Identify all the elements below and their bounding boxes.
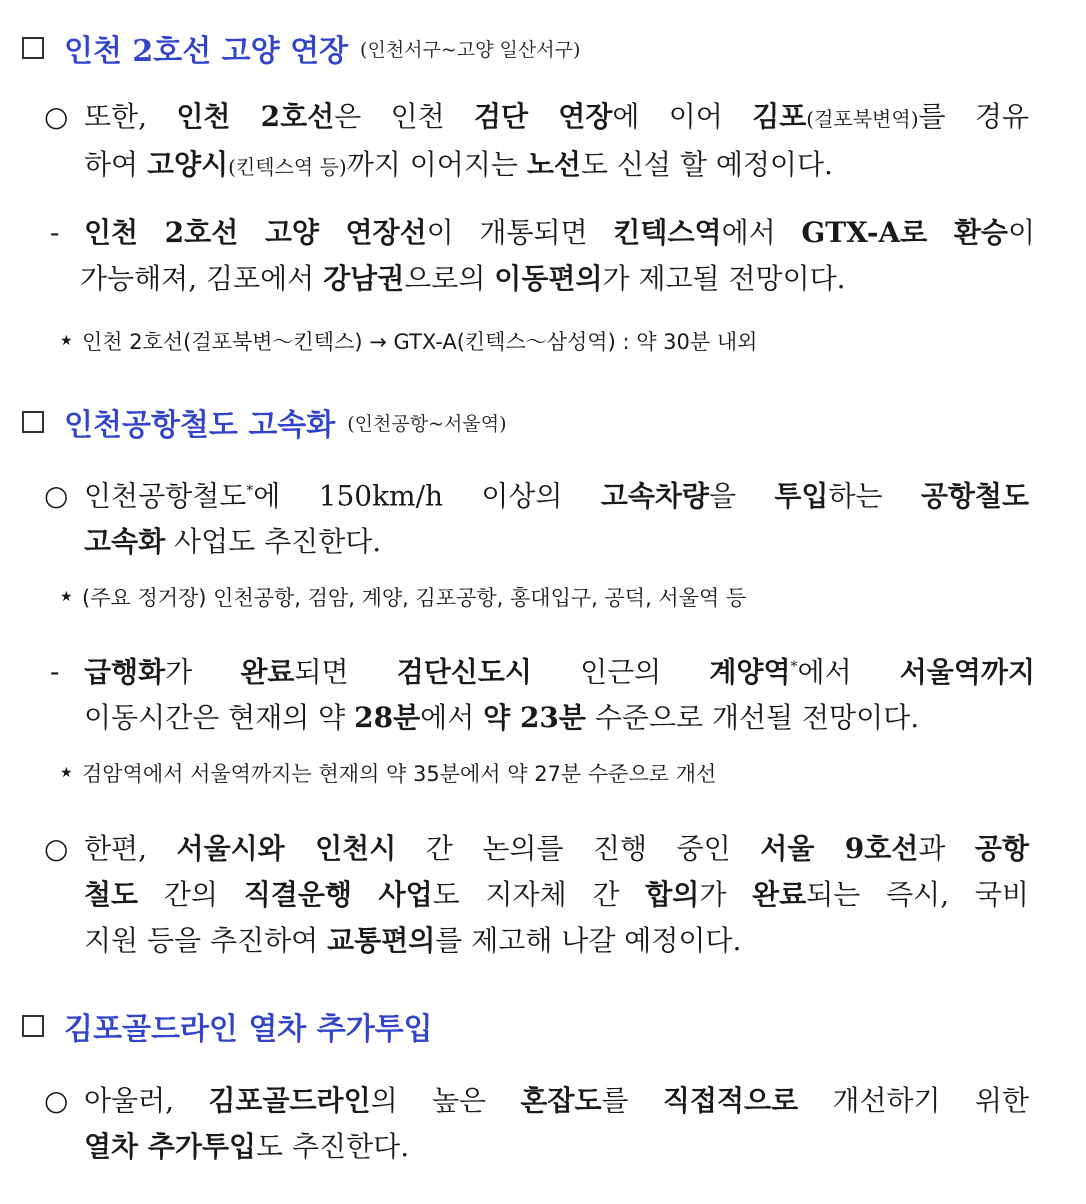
section-heading <box>22 1004 433 1048</box>
checkbox-square-icon <box>22 411 44 433</box>
section-title: 인천 2호선 고양 연장 <box>64 34 349 69</box>
circle-bullet-icon: ○ <box>44 479 69 513</box>
section-heading <box>22 400 507 444</box>
circle-bullet-icon: ○ <box>44 832 69 865</box>
checkbox-square-icon <box>22 37 44 59</box>
section-heading <box>22 26 580 70</box>
section-title: 인천공항철도 고속화 <box>64 408 336 443</box>
section-subtitle: (인천공항~서울역) <box>347 412 507 435</box>
dash-bullet: - <box>50 216 60 249</box>
paragraph: - 인천 2호선 고양 연장선이 개통되면 킨텍스역에서 GTX-A로 환승이 가능해져, 김포에서 강남권으로의 이동편의가 제고될 전망이다. <box>50 210 1035 302</box>
footnote: ★ (주요 정거장) 인천공항, 검암, 계양, 김포공항, 홍대입구, 공덕, 서울역 등 <box>60 582 1020 613</box>
footnote: ★ 인천 2호선(걸포북변～킨텍스) → GTX-A(킨텍스～삼성역) : 약 30분 내외 <box>60 326 1020 357</box>
paragraph: ○ 아울러, 김포골드라인의 높은 혼잡도를 직접적으로 개선하기 위한 열차 추가투입도 추진한다. <box>44 1078 1029 1170</box>
asterisk-icon: ★ <box>60 589 73 605</box>
footnote: ★ 검암역에서 서울역까지는 현재의 약 35분에서 약 27분 수준으로 개선 <box>60 758 1020 789</box>
asterisk-icon: ★ <box>60 765 73 781</box>
paragraph: ○ 또한, 인천 2호선은 인천 검단 연장에 이어 김포(걸포북변역)를 경유 하여 고양시(킨텍스역 등)까지 이어지는 노선도 신설 할 예정이다. <box>44 94 1029 190</box>
circle-bullet-icon: ○ <box>44 1084 69 1117</box>
paragraph: - 급행화가 완료되면 검단신도시 인근의 계양역*에서 서울역까지 이동시간은 현재의 약 28분에서 약 23분 수준으로 개선될 전망이다. <box>50 644 1035 741</box>
asterisk-icon: ★ <box>60 333 73 349</box>
section-title: 김포골드라인 열차 추가투입 <box>64 1012 433 1047</box>
circle-bullet-icon: ○ <box>44 100 69 133</box>
section-subtitle: (인천서구~고양 일산서구) <box>360 38 581 61</box>
paragraph: ○ 한편, 서울시와 인천시 간 논의를 진행 중인 서울 9호선과 공항 철도 간의 직결운행 사업도 지자체 간 합의가 완료되는 즉시, 국비 지원 등을 추진하여 교통편의를 제고해 나갈 예정이다. <box>44 826 1029 964</box>
dash-bullet: - <box>50 655 60 689</box>
paragraph: ○ 인천공항철도*에 150km/h 이상의 고속차량을 투입하는 공항철도 고속화 사업도 추진한다. <box>44 468 1029 565</box>
checkbox-square-icon <box>22 1015 44 1037</box>
